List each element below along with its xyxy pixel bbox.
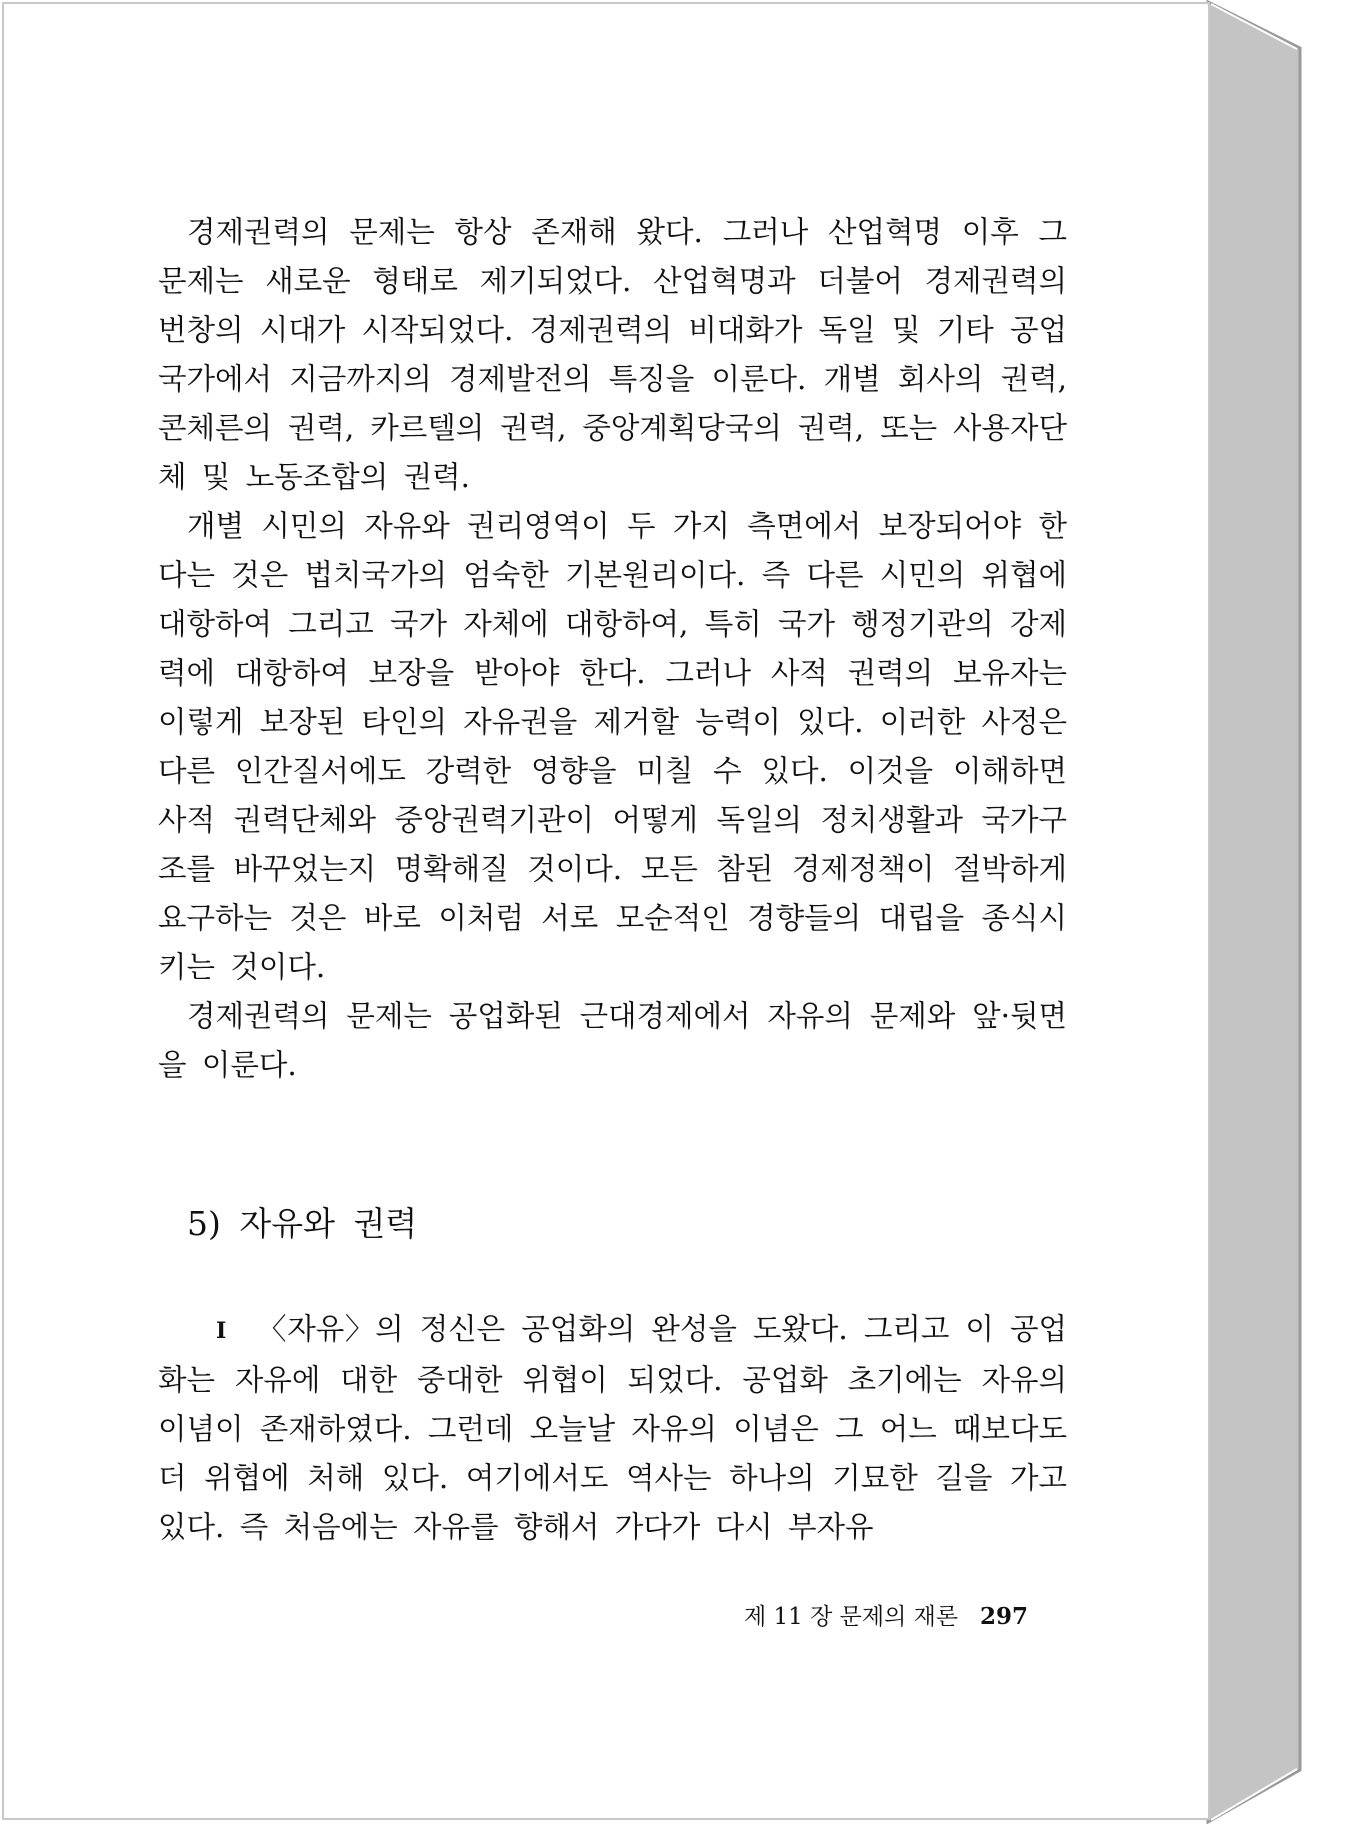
page-footer bbox=[744, 1598, 1044, 1631]
paragraph-number: I bbox=[216, 1318, 227, 1344]
body-text-top bbox=[158, 208, 1067, 1090]
paragraph-economic-power-history: 경제권력의 문제는 항상 존재해 왔다. 그러나 산업혁명 이후 그 문제는 새로운 형태로 제기되었다. 산업혁명과 더불어 경제권력의 번창의 시대가 시작되었다. 경제권력의 비대화가 독일 및 기타 공업국가에서 지금까지의 경제발전의 특징을 이룬다. 개별 회사의 권력, 콘체른의 권력, 카르텔의 권력, 중앙계획당국의 권력, 또는 사용자단체 및 노동조합의 권력. bbox=[158, 215, 1067, 494]
book-page bbox=[2, 2, 1210, 1820]
footer-page-number: 297 bbox=[980, 1603, 1029, 1630]
footer-chapter-title: 제 11 장 문제의 재론 bbox=[744, 1604, 959, 1630]
paragraph-power-freedom-relation: 경제권력의 문제는 공업화된 근대경제에서 자유의 문제와 앞·뒷면을 이룬다. bbox=[158, 999, 1067, 1082]
section-paragraph-text: 〈자유〉의 정신은 공업화의 완성을 도왔다. 그리고 이 공업화는 자유에 대한 중대한 위협이 되었다. 공업화 초기에는 자유의 이념이 존재하였다. 그런데 오늘날 자유의 이념은 그 어느 때보다도 더 위협에 처해 있다. 여기에서도 역사는 하나의 기묘한 길을 가고 있다. 즉 처음에는 자유를 향해서 가다가 다시 부자유 bbox=[158, 1312, 1067, 1544]
section-heading: 5) 자유와 권력 bbox=[187, 1204, 418, 1243]
body-text-section bbox=[158, 1305, 1067, 1552]
section-paragraph bbox=[158, 1305, 1067, 1552]
book-edge-side bbox=[1208, 2, 1300, 1822]
paragraph-rule-of-law: 개별 시민의 자유와 권리영역이 두 가지 측면에서 보장되어야 한다는 것은 법치국가의 엄숙한 기본원리이다. 즉 다른 시민의 위협에 대항하여 그리고 국가 자체에 대항하여, 특히 국가 행정기관의 강제력에 대항하여 보장을 받아야 한다. 그러나 사적 권력의 보유자는 이렇게 보장된 타인의 자유권을 제거할 능력이 있다. 이러한 사정은 다른 인간질서에도 강력한 영향을 미칠 수 있다. 이것을 이해하면 사적 권력단체와 중앙권력기관이 어떻게 독일의 정치생활과 국가구조를 바꾸었는지 명확해질 것이다. 모든 참된 경제정책이 절박하게 요구하는 것은 바로 이처럼 서로 모순적인 경향들의 대립을 종식시키는 것이다. bbox=[158, 509, 1067, 984]
